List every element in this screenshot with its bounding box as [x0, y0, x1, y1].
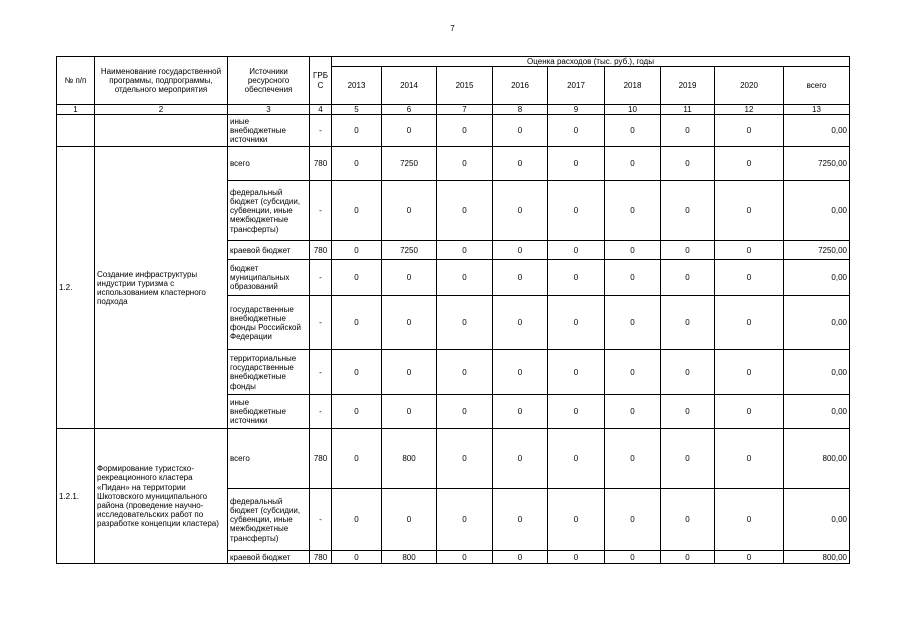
- row-value: 0: [548, 296, 605, 350]
- row-value: 0: [382, 260, 437, 296]
- row-value: 0: [437, 395, 493, 429]
- row-value: 7250: [382, 241, 437, 260]
- row-num: 1.2.: [57, 147, 95, 429]
- row-total: 7250,00: [784, 147, 850, 181]
- row-value: 0: [437, 115, 493, 147]
- row-value: 0: [661, 260, 715, 296]
- row-value: 0: [715, 147, 784, 181]
- row-value: 0: [437, 489, 493, 551]
- row-value: 0: [715, 429, 784, 489]
- row-value: 0: [548, 115, 605, 147]
- row-source: всего: [228, 147, 310, 181]
- row-value: 0: [548, 395, 605, 429]
- header-year: 2014: [382, 67, 437, 105]
- header-name: Наименование государственной программы, подпрограммы, отдельного мероприятия: [95, 57, 228, 105]
- row-total: 800,00: [784, 429, 850, 489]
- row-grbs: -: [310, 296, 332, 350]
- row-value: 0: [548, 429, 605, 489]
- table-row: [57, 429, 850, 489]
- column-number: 5: [332, 105, 382, 115]
- row-total: 0,00: [784, 296, 850, 350]
- row-value: 0: [661, 147, 715, 181]
- row-value: 0: [661, 395, 715, 429]
- column-number: 4: [310, 105, 332, 115]
- row-name: Формирование туристско-рекреационного кластера «Пидан» на территории Шкотовского муниципального района (проведение научно-исследовательских работ по разработке концепции кластера): [95, 429, 228, 564]
- row-value: 0: [332, 296, 382, 350]
- row-value: 0: [548, 241, 605, 260]
- row-value: 800: [382, 551, 437, 564]
- column-number: 8: [493, 105, 548, 115]
- row-total: 7250,00: [784, 241, 850, 260]
- row-value: 0: [661, 296, 715, 350]
- row-value: 0: [661, 350, 715, 395]
- header-grbs: ГРБ С: [310, 57, 332, 105]
- row-value: 0: [605, 181, 661, 241]
- row-num: [57, 115, 95, 147]
- row-value: 0: [548, 350, 605, 395]
- row-total: 0,00: [784, 395, 850, 429]
- row-value: 0: [493, 260, 548, 296]
- row-name: [95, 115, 228, 147]
- row-source: территориальные государственные внебюджетные фонды: [228, 350, 310, 395]
- row-source: федеральный бюджет (субсидии, субвенции, иные межбюджетные трансферты): [228, 181, 310, 241]
- row-value: 0: [493, 395, 548, 429]
- row-total: 0,00: [784, 260, 850, 296]
- row-grbs: -: [310, 115, 332, 147]
- row-source: федеральный бюджет (субсидии, субвенции, иные межбюджетные трансферты): [228, 489, 310, 551]
- column-number: 10: [605, 105, 661, 115]
- row-value: 0: [548, 489, 605, 551]
- row-value: 0: [332, 115, 382, 147]
- row-value: 0: [437, 551, 493, 564]
- row-value: 0: [437, 429, 493, 489]
- row-value: 0: [332, 551, 382, 564]
- row-value: 0: [605, 260, 661, 296]
- page-number: 7: [450, 24, 455, 33]
- column-number: 6: [382, 105, 437, 115]
- header-year: 2019: [661, 67, 715, 105]
- row-value: 7250: [382, 147, 437, 181]
- row-value: 0: [382, 489, 437, 551]
- header-year: 2018: [605, 67, 661, 105]
- row-value: 0: [661, 181, 715, 241]
- row-grbs: -: [310, 395, 332, 429]
- row-value: 0: [382, 296, 437, 350]
- row-value: 0: [548, 181, 605, 241]
- row-grbs: 780: [310, 241, 332, 260]
- row-value: 0: [493, 350, 548, 395]
- row-value: 0: [437, 350, 493, 395]
- header-estimate: Оценка расходов (тыс. руб.), годы: [332, 57, 850, 67]
- header-year: 2016: [493, 67, 548, 105]
- row-value: 800: [382, 429, 437, 489]
- row-value: 0: [332, 350, 382, 395]
- row-total: 0,00: [784, 181, 850, 241]
- row-value: 0: [437, 260, 493, 296]
- row-value: 0: [332, 181, 382, 241]
- row-value: 0: [493, 489, 548, 551]
- row-value: 0: [715, 296, 784, 350]
- row-value: 0: [493, 429, 548, 489]
- header-year: 2015: [437, 67, 493, 105]
- row-value: 0: [332, 260, 382, 296]
- column-number: 11: [661, 105, 715, 115]
- table-row: [57, 115, 850, 147]
- column-number: 3: [228, 105, 310, 115]
- row-value: 0: [332, 395, 382, 429]
- row-value: 0: [493, 147, 548, 181]
- row-value: 0: [382, 395, 437, 429]
- row-source: всего: [228, 429, 310, 489]
- row-value: 0: [382, 115, 437, 147]
- row-value: 0: [437, 296, 493, 350]
- row-total: 0,00: [784, 115, 850, 147]
- row-value: 0: [715, 260, 784, 296]
- row-grbs: -: [310, 181, 332, 241]
- row-source: иные внебюджетные источники: [228, 115, 310, 147]
- row-value: 0: [605, 395, 661, 429]
- header-num: № п/п: [57, 57, 95, 105]
- row-num: 1.2.1.: [57, 429, 95, 564]
- row-source: иные внебюджетные источники: [228, 395, 310, 429]
- row-value: 0: [605, 147, 661, 181]
- row-grbs: 780: [310, 429, 332, 489]
- budget-table: [56, 56, 850, 564]
- row-grbs: 780: [310, 551, 332, 564]
- row-value: 0: [332, 147, 382, 181]
- row-grbs: -: [310, 489, 332, 551]
- row-value: 0: [715, 181, 784, 241]
- row-value: 0: [661, 115, 715, 147]
- row-value: 0: [661, 489, 715, 551]
- row-total: 0,00: [784, 489, 850, 551]
- row-name: Создание инфраструктуры индустрии туризма с использованием кластерного подхода: [95, 147, 228, 429]
- column-number: 1: [57, 105, 95, 115]
- row-grbs: 780: [310, 147, 332, 181]
- row-value: 0: [715, 395, 784, 429]
- column-number: 12: [715, 105, 784, 115]
- row-value: 0: [493, 241, 548, 260]
- column-number: 2: [95, 105, 228, 115]
- row-total: 0,00: [784, 350, 850, 395]
- row-value: 0: [715, 551, 784, 564]
- row-value: 0: [661, 241, 715, 260]
- column-number: 7: [437, 105, 493, 115]
- row-source: бюджет муниципальных образований: [228, 260, 310, 296]
- row-value: 0: [493, 296, 548, 350]
- header-year: 2017: [548, 67, 605, 105]
- row-value: 0: [605, 429, 661, 489]
- row-value: 0: [715, 489, 784, 551]
- row-value: 0: [548, 147, 605, 181]
- row-value: 0: [605, 241, 661, 260]
- row-value: 0: [437, 181, 493, 241]
- row-value: 0: [548, 551, 605, 564]
- row-total: 800,00: [784, 551, 850, 564]
- row-value: 0: [548, 260, 605, 296]
- header-source: Источники ресурсного обеспечения: [228, 57, 310, 105]
- row-value: 0: [605, 115, 661, 147]
- row-grbs: -: [310, 260, 332, 296]
- header-total: всего: [784, 67, 850, 105]
- row-value: 0: [382, 181, 437, 241]
- row-source: краевой бюджет: [228, 551, 310, 564]
- row-value: 0: [332, 429, 382, 489]
- row-value: 0: [493, 551, 548, 564]
- column-number: 9: [548, 105, 605, 115]
- row-value: 0: [332, 241, 382, 260]
- row-source: государственные внебюджетные фонды Российской Федерации: [228, 296, 310, 350]
- row-value: 0: [382, 350, 437, 395]
- row-value: 0: [715, 115, 784, 147]
- row-value: 0: [437, 147, 493, 181]
- row-value: 0: [605, 350, 661, 395]
- row-value: 0: [661, 429, 715, 489]
- row-value: 0: [661, 551, 715, 564]
- header-year: 2020: [715, 67, 784, 105]
- row-value: 0: [437, 241, 493, 260]
- row-source: краевой бюджет: [228, 241, 310, 260]
- column-number: 13: [784, 105, 850, 115]
- table-row: [57, 147, 850, 181]
- row-value: 0: [605, 551, 661, 564]
- row-value: 0: [715, 241, 784, 260]
- row-value: 0: [493, 181, 548, 241]
- row-value: 0: [605, 296, 661, 350]
- row-grbs: -: [310, 350, 332, 395]
- row-value: 0: [605, 489, 661, 551]
- row-value: 0: [715, 350, 784, 395]
- row-value: 0: [332, 489, 382, 551]
- header-year: 2013: [332, 67, 382, 105]
- row-value: 0: [493, 115, 548, 147]
